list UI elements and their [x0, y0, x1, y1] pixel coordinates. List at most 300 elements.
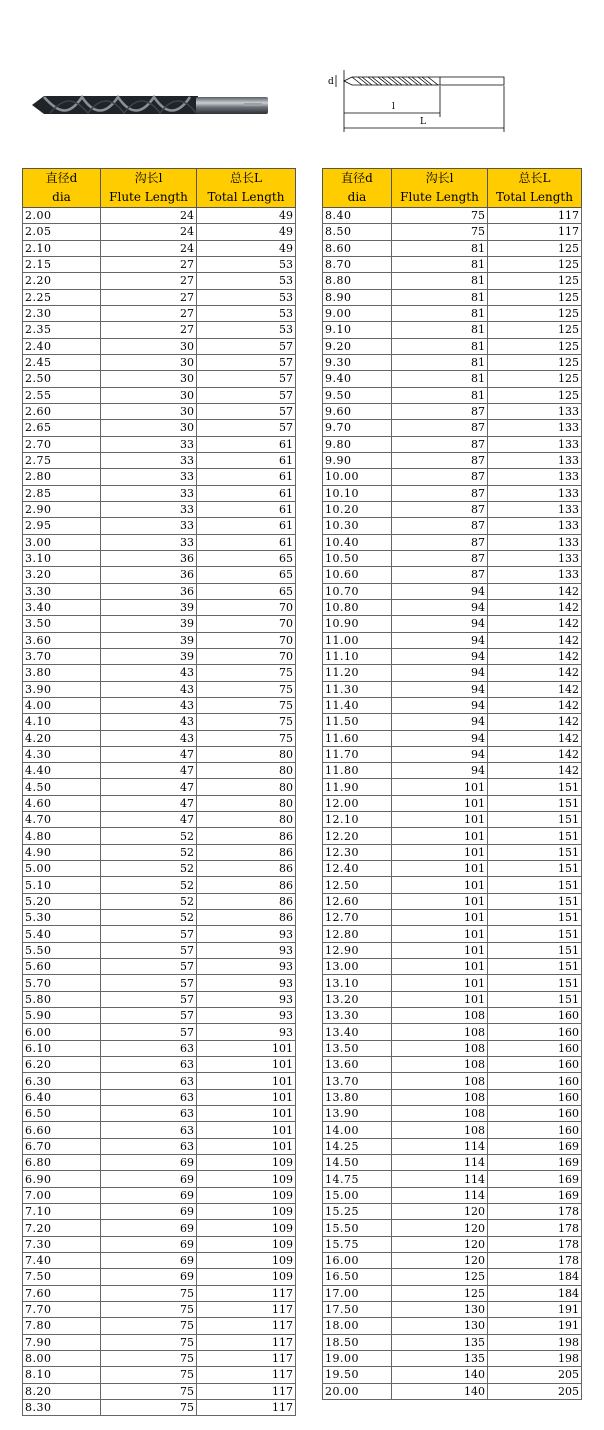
cell-total-length: 93	[197, 959, 296, 975]
cell-diameter: 5.50	[23, 942, 101, 958]
table-row	[323, 354, 582, 370]
table-row	[323, 485, 582, 501]
cell-diameter: 12.20	[323, 828, 392, 844]
cell-total-length: 93	[197, 926, 296, 942]
cell-flute-length: 101	[392, 910, 488, 926]
cell-total-length: 151	[488, 828, 582, 844]
cell-flute-length: 63	[101, 1138, 197, 1154]
table-row	[323, 1253, 582, 1269]
cell-diameter: 12.10	[323, 812, 392, 828]
table-row	[323, 599, 582, 615]
cell-diameter: 11.70	[323, 746, 392, 762]
cell-flute-length: 47	[101, 795, 197, 811]
cell-total-length: 184	[488, 1285, 582, 1301]
table-row	[323, 665, 582, 681]
cell-total-length: 49	[197, 240, 296, 256]
cell-total-length: 65	[197, 583, 296, 599]
cell-diameter: 9.30	[323, 354, 392, 370]
table-row	[323, 844, 582, 860]
cell-flute-length: 101	[392, 795, 488, 811]
table-row	[323, 812, 582, 828]
cell-total-length: 57	[197, 387, 296, 403]
cell-flute-length: 30	[101, 403, 197, 419]
table-row	[323, 1383, 582, 1399]
table-row	[23, 387, 296, 403]
cell-diameter: 2.80	[23, 469, 101, 485]
cell-diameter: 9.50	[323, 387, 392, 403]
table-row	[323, 779, 582, 795]
cell-flute-length: 101	[392, 877, 488, 893]
cell-total-length: 57	[197, 338, 296, 354]
cell-total-length: 125	[488, 240, 582, 256]
cell-total-length: 198	[488, 1334, 582, 1350]
table-header-row	[23, 169, 296, 208]
cell-flute-length: 87	[392, 567, 488, 583]
cell-total-length: 160	[488, 1057, 582, 1073]
cell-diameter: 9.00	[323, 305, 392, 321]
table-row	[23, 893, 296, 909]
cell-flute-length: 33	[101, 436, 197, 452]
cell-flute-length: 57	[101, 1024, 197, 1040]
cell-total-length: 93	[197, 991, 296, 1007]
cell-flute-length: 101	[392, 893, 488, 909]
cell-flute-length: 27	[101, 273, 197, 289]
cell-flute-length: 39	[101, 616, 197, 632]
cell-diameter: 7.00	[23, 1187, 101, 1203]
cell-total-length: 109	[197, 1171, 296, 1187]
cell-flute-length: 101	[392, 975, 488, 991]
cell-flute-length: 94	[392, 632, 488, 648]
table-row	[323, 1269, 582, 1285]
table-row	[23, 1220, 296, 1236]
cell-flute-length: 52	[101, 861, 197, 877]
cell-total-length: 117	[197, 1285, 296, 1301]
cell-diameter: 7.10	[23, 1204, 101, 1220]
cell-total-length: 198	[488, 1350, 582, 1366]
cell-flute-length: 94	[392, 763, 488, 779]
table-row	[23, 420, 296, 436]
cell-diameter: 2.35	[23, 322, 101, 338]
cell-total-length: 169	[488, 1171, 582, 1187]
table-row	[23, 763, 296, 779]
cell-flute-length: 108	[392, 1057, 488, 1073]
cell-flute-length: 43	[101, 681, 197, 697]
cell-diameter: 4.20	[23, 730, 101, 746]
cell-total-length: 101	[197, 1089, 296, 1105]
cell-diameter: 20.00	[323, 1383, 392, 1399]
cell-diameter: 11.40	[323, 697, 392, 713]
cell-total-length: 53	[197, 322, 296, 338]
cell-flute-length: 87	[392, 403, 488, 419]
cell-flute-length: 39	[101, 632, 197, 648]
table-row	[323, 1155, 582, 1171]
cell-total-length: 125	[488, 256, 582, 272]
cell-flute-length: 69	[101, 1236, 197, 1252]
cell-flute-length: 87	[392, 452, 488, 468]
cell-flute-length: 69	[101, 1253, 197, 1269]
cell-total-length: 151	[488, 812, 582, 828]
drill-dimension-diagram	[322, 62, 522, 142]
cell-diameter: 5.00	[23, 861, 101, 877]
cell-flute-length: 57	[101, 926, 197, 942]
cell-total-length: 178	[488, 1204, 582, 1220]
diagram-label-d: d	[328, 77, 334, 87]
cell-total-length: 151	[488, 893, 582, 909]
cell-flute-length: 120	[392, 1204, 488, 1220]
cell-total-length: 75	[197, 714, 296, 730]
cell-diameter: 9.20	[323, 338, 392, 354]
table-row	[23, 1367, 296, 1383]
cell-flute-length: 114	[392, 1155, 488, 1171]
table-row	[323, 550, 582, 566]
cell-diameter: 2.15	[23, 256, 101, 272]
cell-diameter: 14.50	[323, 1155, 392, 1171]
cell-total-length: 117	[197, 1301, 296, 1317]
cell-total-length: 80	[197, 812, 296, 828]
cell-total-length: 125	[488, 387, 582, 403]
table-row	[23, 730, 296, 746]
header-flute-length: 沟长l Flute Length	[101, 169, 197, 208]
table-row	[323, 730, 582, 746]
cell-flute-length: 81	[392, 305, 488, 321]
cell-diameter: 7.20	[23, 1220, 101, 1236]
cell-flute-length: 30	[101, 371, 197, 387]
cell-flute-length: 36	[101, 567, 197, 583]
table-row	[323, 387, 582, 403]
cell-flute-length: 108	[392, 1089, 488, 1105]
cell-total-length: 65	[197, 550, 296, 566]
cell-flute-length: 52	[101, 844, 197, 860]
table-row	[323, 1220, 582, 1236]
cell-flute-length: 75	[101, 1350, 197, 1366]
cell-diameter: 5.60	[23, 959, 101, 975]
cell-total-length: 133	[488, 436, 582, 452]
table-row	[23, 877, 296, 893]
header-total-length: 总长L Total Length	[197, 169, 296, 208]
cell-flute-length: 75	[101, 1301, 197, 1317]
cell-diameter: 8.40	[323, 208, 392, 224]
cell-total-length: 151	[488, 877, 582, 893]
cell-total-length: 101	[197, 1073, 296, 1089]
cell-total-length: 75	[197, 697, 296, 713]
diagram-label-l: l	[392, 102, 395, 112]
table-row	[323, 305, 582, 321]
cell-flute-length: 94	[392, 648, 488, 664]
cell-total-length: 151	[488, 975, 582, 991]
cell-diameter: 11.20	[323, 665, 392, 681]
table-row	[23, 828, 296, 844]
table-row	[323, 828, 582, 844]
cell-flute-length: 101	[392, 991, 488, 1007]
cell-flute-length: 94	[392, 714, 488, 730]
cell-total-length: 86	[197, 828, 296, 844]
cell-diameter: 8.60	[323, 240, 392, 256]
cell-flute-length: 69	[101, 1204, 197, 1220]
cell-diameter: 4.30	[23, 746, 101, 762]
table-row	[23, 1155, 296, 1171]
table-row	[23, 1106, 296, 1122]
table-row	[323, 1236, 582, 1252]
cell-total-length: 49	[197, 224, 296, 240]
cell-total-length: 191	[488, 1301, 582, 1317]
cell-flute-length: 87	[392, 550, 488, 566]
cell-total-length: 117	[488, 208, 582, 224]
header-diameter: 直径d dia	[23, 169, 101, 208]
cell-flute-length: 75	[101, 1383, 197, 1399]
cell-total-length: 117	[197, 1334, 296, 1350]
cell-diameter: 8.50	[323, 224, 392, 240]
cell-diameter: 12.70	[323, 910, 392, 926]
cell-flute-length: 69	[101, 1220, 197, 1236]
cell-flute-length: 63	[101, 1089, 197, 1105]
table-row	[323, 322, 582, 338]
cell-diameter: 2.70	[23, 436, 101, 452]
cell-total-length: 151	[488, 779, 582, 795]
table-row	[23, 567, 296, 583]
cell-flute-length: 87	[392, 534, 488, 550]
table-row	[23, 256, 296, 272]
cell-flute-length: 52	[101, 893, 197, 909]
cell-total-length: 160	[488, 1122, 582, 1138]
cell-diameter: 2.85	[23, 485, 101, 501]
cell-flute-length: 108	[392, 1040, 488, 1056]
cell-diameter: 12.90	[323, 942, 392, 958]
table-row	[323, 208, 582, 224]
cell-total-length: 125	[488, 338, 582, 354]
cell-flute-length: 101	[392, 779, 488, 795]
cell-diameter: 5.80	[23, 991, 101, 1007]
table-row	[23, 1204, 296, 1220]
cell-flute-length: 135	[392, 1350, 488, 1366]
cell-diameter: 7.30	[23, 1236, 101, 1252]
cell-flute-length: 140	[392, 1383, 488, 1399]
cell-diameter: 13.00	[323, 959, 392, 975]
cell-total-length: 151	[488, 861, 582, 877]
table-row	[323, 1138, 582, 1154]
cell-flute-length: 33	[101, 469, 197, 485]
cell-diameter: 10.40	[323, 534, 392, 550]
cell-total-length: 61	[197, 518, 296, 534]
cell-flute-length: 57	[101, 1008, 197, 1024]
cell-diameter: 2.50	[23, 371, 101, 387]
table-row	[23, 975, 296, 991]
table-row	[323, 991, 582, 1007]
cell-flute-length: 135	[392, 1334, 488, 1350]
cell-total-length: 101	[197, 1040, 296, 1056]
cell-flute-length: 81	[392, 354, 488, 370]
cell-total-length: 75	[197, 665, 296, 681]
table-row	[23, 1040, 296, 1056]
cell-total-length: 160	[488, 1073, 582, 1089]
cell-total-length: 53	[197, 289, 296, 305]
cell-diameter: 8.30	[23, 1399, 101, 1415]
cell-total-length: 160	[488, 1040, 582, 1056]
cell-total-length: 101	[197, 1106, 296, 1122]
cell-flute-length: 43	[101, 730, 197, 746]
cell-total-length: 133	[488, 534, 582, 550]
cell-flute-length: 94	[392, 746, 488, 762]
table-row	[323, 224, 582, 240]
cell-diameter: 6.80	[23, 1155, 101, 1171]
cell-flute-length: 81	[392, 387, 488, 403]
cell-diameter: 2.75	[23, 452, 101, 468]
table-row	[23, 224, 296, 240]
cell-diameter: 12.40	[323, 861, 392, 877]
cell-total-length: 80	[197, 746, 296, 762]
cell-flute-length: 36	[101, 550, 197, 566]
cell-flute-length: 69	[101, 1171, 197, 1187]
cell-diameter: 14.75	[323, 1171, 392, 1187]
table-row	[23, 1138, 296, 1154]
cell-flute-length: 94	[392, 583, 488, 599]
cell-total-length: 117	[197, 1383, 296, 1399]
cell-diameter: 5.40	[23, 926, 101, 942]
diagram-label-L: L	[420, 117, 426, 127]
table-row	[323, 714, 582, 730]
cell-diameter: 3.50	[23, 616, 101, 632]
cell-flute-length: 27	[101, 322, 197, 338]
cell-total-length: 125	[488, 371, 582, 387]
table-row	[323, 256, 582, 272]
cell-flute-length: 27	[101, 289, 197, 305]
table-row	[323, 534, 582, 550]
cell-total-length: 133	[488, 567, 582, 583]
cell-flute-length: 75	[101, 1318, 197, 1334]
cell-total-length: 142	[488, 632, 582, 648]
cell-flute-length: 130	[392, 1301, 488, 1317]
table-row	[323, 697, 582, 713]
cell-flute-length: 81	[392, 289, 488, 305]
cell-total-length: 61	[197, 534, 296, 550]
table-row	[23, 910, 296, 926]
cell-flute-length: 108	[392, 1106, 488, 1122]
cell-diameter: 14.00	[323, 1122, 392, 1138]
cell-flute-length: 33	[101, 501, 197, 517]
cell-diameter: 9.10	[323, 322, 392, 338]
cell-flute-length: 63	[101, 1122, 197, 1138]
cell-diameter: 3.30	[23, 583, 101, 599]
cell-total-length: 169	[488, 1187, 582, 1203]
cell-total-length: 86	[197, 910, 296, 926]
cell-total-length: 142	[488, 665, 582, 681]
table-row	[23, 779, 296, 795]
table-row	[323, 436, 582, 452]
cell-total-length: 142	[488, 681, 582, 697]
cell-diameter: 2.40	[23, 338, 101, 354]
table-row	[23, 485, 296, 501]
cell-diameter: 8.80	[323, 273, 392, 289]
table-row	[23, 1073, 296, 1089]
table-row	[23, 452, 296, 468]
cell-total-length: 184	[488, 1269, 582, 1285]
spec-table-left	[22, 168, 296, 1416]
cell-total-length: 53	[197, 273, 296, 289]
cell-diameter: 13.80	[323, 1089, 392, 1105]
cell-diameter: 7.60	[23, 1285, 101, 1301]
cell-diameter: 5.10	[23, 877, 101, 893]
cell-flute-length: 81	[392, 256, 488, 272]
cell-diameter: 11.10	[323, 648, 392, 664]
cell-total-length: 151	[488, 942, 582, 958]
cell-diameter: 12.50	[323, 877, 392, 893]
cell-total-length: 142	[488, 730, 582, 746]
cell-total-length: 117	[197, 1318, 296, 1334]
cell-diameter: 13.40	[323, 1024, 392, 1040]
cell-diameter: 5.90	[23, 1008, 101, 1024]
cell-flute-length: 81	[392, 240, 488, 256]
table-row	[23, 289, 296, 305]
cell-total-length: 80	[197, 763, 296, 779]
cell-diameter: 8.70	[323, 256, 392, 272]
cell-flute-length: 140	[392, 1367, 488, 1383]
cell-diameter: 2.30	[23, 305, 101, 321]
cell-total-length: 160	[488, 1024, 582, 1040]
cell-flute-length: 101	[392, 828, 488, 844]
cell-flute-length: 36	[101, 583, 197, 599]
cell-flute-length: 27	[101, 256, 197, 272]
table-row	[23, 1350, 296, 1366]
cell-flute-length: 33	[101, 485, 197, 501]
cell-total-length: 70	[197, 599, 296, 615]
table-row	[323, 942, 582, 958]
table-row	[323, 632, 582, 648]
cell-flute-length: 101	[392, 844, 488, 860]
cell-diameter: 14.25	[323, 1138, 392, 1154]
cell-total-length: 93	[197, 942, 296, 958]
cell-diameter: 4.70	[23, 812, 101, 828]
table-row	[323, 616, 582, 632]
cell-total-length: 75	[197, 681, 296, 697]
cell-flute-length: 24	[101, 208, 197, 224]
cell-diameter: 15.25	[323, 1204, 392, 1220]
cell-diameter: 3.00	[23, 534, 101, 550]
cell-diameter: 11.90	[323, 779, 392, 795]
cell-total-length: 191	[488, 1318, 582, 1334]
cell-total-length: 80	[197, 795, 296, 811]
cell-total-length: 142	[488, 697, 582, 713]
cell-total-length: 125	[488, 273, 582, 289]
cell-total-length: 142	[488, 583, 582, 599]
table-row	[323, 1024, 582, 1040]
table-row	[323, 469, 582, 485]
cell-flute-length: 57	[101, 991, 197, 1007]
table-row	[23, 550, 296, 566]
cell-total-length: 133	[488, 485, 582, 501]
cell-diameter: 6.40	[23, 1089, 101, 1105]
table-row	[23, 371, 296, 387]
cell-flute-length: 63	[101, 1040, 197, 1056]
cell-diameter: 9.40	[323, 371, 392, 387]
table-row	[23, 1024, 296, 1040]
cell-diameter: 10.10	[323, 485, 392, 501]
cell-diameter: 3.90	[23, 681, 101, 697]
cell-total-length: 101	[197, 1057, 296, 1073]
cell-total-length: 57	[197, 420, 296, 436]
cell-total-length: 109	[197, 1269, 296, 1285]
table-row	[23, 942, 296, 958]
cell-diameter: 2.55	[23, 387, 101, 403]
table-row	[323, 583, 582, 599]
cell-flute-length: 43	[101, 714, 197, 730]
table-row	[23, 1301, 296, 1317]
table-row	[23, 1122, 296, 1138]
table-row	[23, 1269, 296, 1285]
table-row	[323, 1008, 582, 1024]
cell-diameter: 13.50	[323, 1040, 392, 1056]
cell-flute-length: 39	[101, 648, 197, 664]
cell-diameter: 6.90	[23, 1171, 101, 1187]
cell-diameter: 15.50	[323, 1220, 392, 1236]
